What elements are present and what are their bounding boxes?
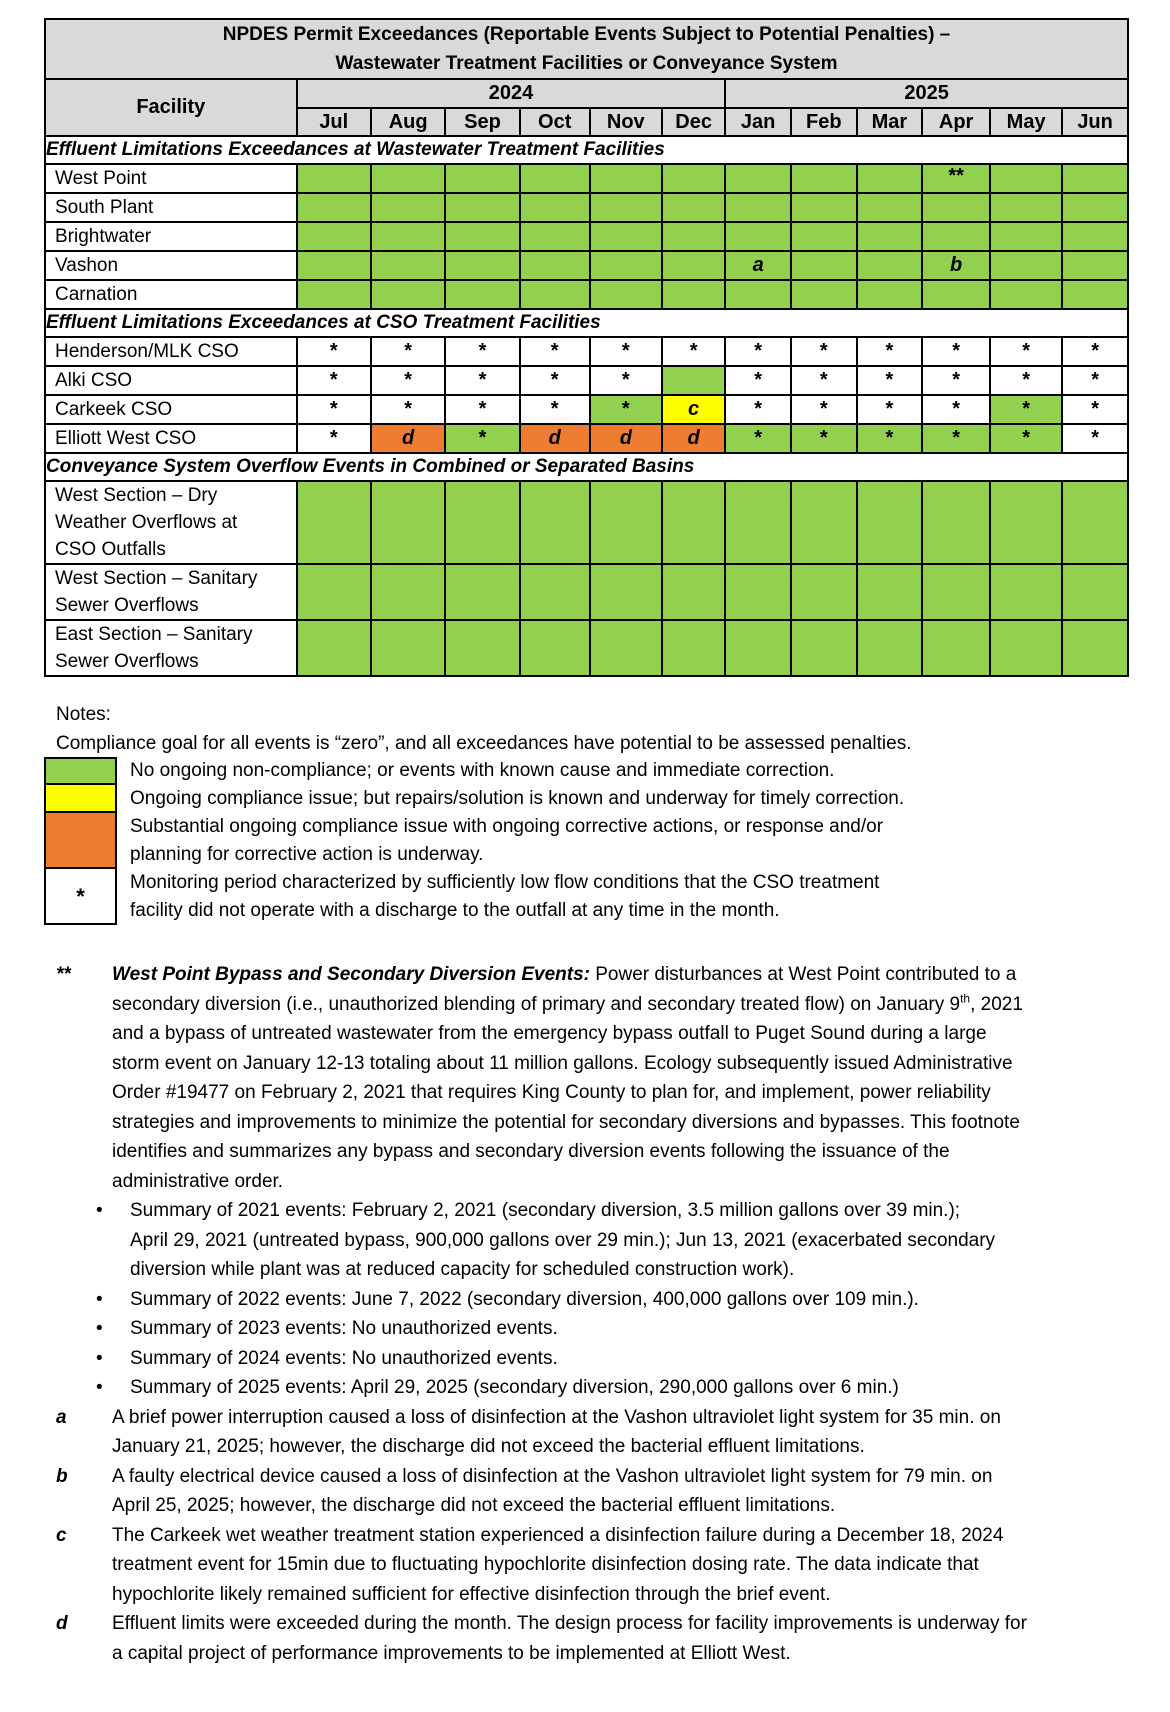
facility-label: Brightwater — [45, 222, 297, 251]
section-title: Conveyance System Overflow Events in Combined or Separated Basins — [45, 453, 1128, 481]
facility-label: Elliott West CSO — [45, 424, 297, 453]
legend-text-line: Monitoring period characterized by sufficiently low flow conditions that the CSO treatment — [130, 872, 880, 893]
status-cell — [520, 164, 590, 193]
footnote-line: January 21, 2025; however, the discharge did not exceed the bacterial effluent limitations. — [112, 1436, 865, 1457]
status-cell — [520, 481, 590, 564]
status-cell — [791, 564, 857, 620]
status-cell — [990, 481, 1062, 564]
status-cell — [990, 164, 1062, 193]
status-cell — [1062, 193, 1128, 222]
status-cell: * — [662, 337, 725, 366]
footnote-line: Effluent limits were exceeded during the month. The design process for facility improvements is underway for — [112, 1613, 1027, 1634]
legend-text-line: No ongoing non-compliance; or events with known cause and immediate correction. — [130, 760, 835, 781]
status-cell: * — [590, 366, 662, 395]
status-cell — [445, 481, 519, 564]
status-cell — [922, 620, 990, 676]
status-cell — [590, 481, 662, 564]
status-cell — [662, 620, 725, 676]
status-cell: * — [297, 424, 371, 453]
legend-text — [130, 785, 1050, 813]
status-cell — [590, 222, 662, 251]
bullet-icon: • — [96, 1347, 103, 1369]
status-cell: b — [922, 251, 990, 280]
status-cell — [857, 481, 923, 564]
status-cell: * — [297, 337, 371, 366]
status-cell — [857, 193, 923, 222]
month-header-may: May — [990, 108, 1062, 136]
year-header-2024: 2024 — [297, 79, 726, 108]
status-cell — [725, 620, 791, 676]
footnote-line — [112, 960, 1128, 990]
status-cell — [520, 222, 590, 251]
legend-symbol: * — [76, 884, 85, 909]
year-header-2025: 2025 — [725, 79, 1128, 108]
legend-text — [130, 813, 1050, 869]
status-cell — [725, 164, 791, 193]
footnote-d — [56, 1609, 1128, 1668]
footnote-line — [112, 990, 1128, 1020]
status-cell: * — [371, 337, 445, 366]
status-cell — [371, 164, 445, 193]
status-cell — [520, 251, 590, 280]
status-cell — [990, 620, 1062, 676]
list-item — [56, 1373, 1128, 1403]
status-cell: a — [725, 251, 791, 280]
table-title-line-2: Wastewater Treatment Facilities or Conveyance System — [335, 53, 838, 74]
legend-swatch — [44, 813, 117, 869]
status-cell — [590, 620, 662, 676]
status-cell: d — [662, 424, 725, 453]
facility-label-line: Sewer Overflows — [55, 595, 199, 616]
table-row — [45, 481, 1128, 564]
facility-label-line: West Section – Dry — [55, 485, 218, 506]
status-cell: * — [297, 366, 371, 395]
footnote-line: The Carkeek wet weather treatment station experienced a disinfection failure during a December 18, 2024 — [112, 1524, 1004, 1546]
table-title — [45, 19, 1128, 79]
list-item — [56, 1314, 1128, 1344]
status-cell: * — [520, 395, 590, 424]
status-cell — [445, 222, 519, 251]
list-item-line: Summary of 2023 events: No unauthorized events. — [130, 1318, 558, 1339]
status-cell — [371, 193, 445, 222]
list-item-line: Summary of 2025 events: April 29, 2025 (secondary diversion, 290,000 gallons over 6 min.) — [130, 1377, 899, 1398]
table-row — [45, 280, 1128, 309]
footnote-mark: d — [56, 1613, 68, 1634]
status-cell — [590, 251, 662, 280]
status-cell — [297, 251, 371, 280]
status-cell — [1062, 481, 1128, 564]
status-cell — [371, 481, 445, 564]
status-cell: * — [922, 366, 990, 395]
status-cell — [297, 620, 371, 676]
footnote-mark: c — [56, 1524, 67, 1546]
status-cell — [857, 164, 923, 193]
table-title-line-1: NPDES Permit Exceedances (Reportable Events Subject to Potential Penalties) – — [222, 24, 951, 45]
exceedance-table — [44, 18, 1129, 677]
table-row — [45, 164, 1128, 193]
status-cell: * — [857, 424, 923, 453]
bullet-icon: • — [96, 1200, 103, 1221]
footnote-mark: a — [56, 1406, 67, 1428]
status-cell — [791, 164, 857, 193]
status-cell — [1062, 280, 1128, 309]
status-cell — [725, 193, 791, 222]
footnote-text: Power disturbances at West Point contributed to a — [589, 964, 1017, 985]
footnote-mark: b — [56, 1465, 68, 1487]
status-cell — [662, 222, 725, 251]
status-cell: * — [371, 366, 445, 395]
status-cell: * — [590, 395, 662, 424]
status-cell — [922, 280, 990, 309]
footnote-mark: ** — [56, 964, 71, 985]
status-cell: * — [520, 337, 590, 366]
footnotes — [56, 960, 1128, 1668]
footnote-line: April 25, 2025; however, the discharge did not exceed the bacterial effluent limitations. — [112, 1495, 836, 1516]
status-cell: * — [590, 337, 662, 366]
status-cell — [922, 222, 990, 251]
status-cell — [371, 280, 445, 309]
facility-label — [45, 481, 297, 564]
list-item-line: April 29, 2021 (untreated bypass, 900,000 gallons over 29 min.); Jun 13, 2021 (exacerbated secondary — [130, 1229, 996, 1251]
status-cell: ** — [922, 164, 990, 193]
status-cell — [725, 280, 791, 309]
status-cell — [445, 193, 519, 222]
status-cell: * — [922, 337, 990, 366]
status-cell — [725, 222, 791, 251]
status-cell: * — [725, 366, 791, 395]
status-cell: * — [922, 395, 990, 424]
status-cell — [1062, 564, 1128, 620]
footnote-line: strategies and improvements to minimize the potential for secondary diversions and bypasses. This footnote — [112, 1111, 1020, 1133]
status-cell — [520, 564, 590, 620]
facility-label — [45, 620, 297, 676]
status-cell: * — [445, 424, 519, 453]
bullet-icon: • — [96, 1377, 103, 1398]
footnote-line: a capital project of performance improvements to be implemented at Elliott West. — [112, 1642, 791, 1664]
status-cell — [662, 564, 725, 620]
table-row — [45, 395, 1128, 424]
status-cell: * — [857, 395, 923, 424]
table-row — [45, 337, 1128, 366]
status-cell — [791, 222, 857, 251]
facility-label: Alki CSO — [45, 366, 297, 395]
status-cell: * — [990, 337, 1062, 366]
month-header-jan: Jan — [725, 108, 791, 136]
legend-text — [130, 757, 1050, 785]
footnote-text: secondary diversion (i.e., unauthorized blending of primary and secondary treated flow) on January 9 — [112, 993, 961, 1015]
status-cell — [445, 564, 519, 620]
status-cell: * — [1062, 366, 1128, 395]
footnote-c — [56, 1521, 1128, 1610]
bullet-icon: • — [96, 1318, 103, 1339]
status-cell — [297, 193, 371, 222]
status-cell — [445, 280, 519, 309]
status-cell — [990, 564, 1062, 620]
status-cell: d — [371, 424, 445, 453]
legend-text-line: planning for corrective action is underway. — [130, 844, 484, 865]
status-cell: c — [662, 395, 725, 424]
facility-label: West Point — [45, 164, 297, 193]
status-cell: d — [590, 424, 662, 453]
status-cell — [662, 193, 725, 222]
facility-label: Carkeek CSO — [45, 395, 297, 424]
facility-label-line: East Section – Sanitary — [55, 624, 253, 645]
status-cell — [857, 620, 923, 676]
footnote-b — [56, 1462, 1128, 1521]
status-cell — [297, 481, 371, 564]
footnote-line: identifies and summarizes any bypass and secondary diversion events following the issuance of the — [112, 1141, 950, 1162]
status-cell — [922, 193, 990, 222]
status-cell: * — [857, 337, 923, 366]
status-cell — [857, 564, 923, 620]
status-cell — [791, 280, 857, 309]
status-cell — [922, 564, 990, 620]
facility-label: Vashon — [45, 251, 297, 280]
status-cell — [371, 251, 445, 280]
list-item — [56, 1344, 1128, 1374]
status-cell — [445, 164, 519, 193]
facility-label: South Plant — [45, 193, 297, 222]
status-cell — [791, 193, 857, 222]
status-cell — [297, 164, 371, 193]
table-row — [45, 366, 1128, 395]
list-item-line: Summary of 2021 events: February 2, 2021 (secondary diversion, 3.5 million gallons over 39 min.); — [130, 1200, 961, 1221]
facility-label — [45, 564, 297, 620]
legend-text-line: facility did not operate with a discharge to the outfall at any time in the month. — [130, 900, 780, 921]
notes — [56, 700, 1116, 758]
status-cell — [990, 251, 1062, 280]
status-cell — [371, 222, 445, 251]
status-cell — [297, 280, 371, 309]
month-header-sep: Sep — [445, 108, 519, 136]
footnote-line: A faulty electrical device caused a loss of disinfection at the Vashon ultraviolet light system for 79 min. on — [112, 1465, 993, 1487]
month-header-aug: Aug — [371, 108, 445, 136]
status-cell: * — [990, 424, 1062, 453]
month-header-jun: Jun — [1062, 108, 1128, 136]
status-cell: * — [990, 366, 1062, 395]
status-cell: * — [791, 337, 857, 366]
footnote-line: administrative order. — [112, 1170, 284, 1192]
month-header-nov: Nov — [590, 108, 662, 136]
status-cell — [990, 222, 1062, 251]
status-cell: * — [791, 395, 857, 424]
status-cell — [590, 280, 662, 309]
month-header-oct: Oct — [520, 108, 590, 136]
month-header-feb: Feb — [791, 108, 857, 136]
list-item-line: Summary of 2024 events: No unauthorized events. — [130, 1347, 558, 1369]
section-title: Effluent Limitations Exceedances at CSO Treatment Facilities — [45, 309, 1128, 337]
status-cell: * — [990, 395, 1062, 424]
footnote-text: , 2021 — [970, 993, 1023, 1015]
month-header-jul: Jul — [297, 108, 371, 136]
status-cell: * — [1062, 424, 1128, 453]
status-cell — [662, 481, 725, 564]
month-header-mar: Mar — [857, 108, 923, 136]
status-cell: * — [725, 395, 791, 424]
facility-label-line: Weather Overflows at — [55, 512, 238, 533]
footnote-a — [56, 1403, 1128, 1462]
facility-label-line: Sewer Overflows — [55, 651, 199, 672]
status-cell — [857, 280, 923, 309]
status-cell — [990, 193, 1062, 222]
table-row — [45, 620, 1128, 676]
status-cell — [445, 251, 519, 280]
status-cell — [857, 222, 923, 251]
status-cell: * — [725, 337, 791, 366]
bullet-icon: • — [96, 1288, 103, 1310]
status-cell: * — [371, 395, 445, 424]
month-header-dec: Dec — [662, 108, 725, 136]
status-cell: * — [725, 424, 791, 453]
status-cell — [725, 481, 791, 564]
section-title: Effluent Limitations Exceedances at Wastewater Treatment Facilities — [45, 136, 1128, 164]
status-cell — [445, 620, 519, 676]
table-row — [45, 424, 1128, 453]
facility-label-line: CSO Outfalls — [55, 539, 166, 560]
status-cell — [725, 564, 791, 620]
status-cell: * — [857, 366, 923, 395]
status-cell: * — [445, 337, 519, 366]
status-cell — [297, 222, 371, 251]
facility-header: Facility — [45, 79, 297, 136]
status-cell — [520, 280, 590, 309]
legend-text-line: Substantial ongoing compliance issue with ongoing corrective actions, or response and/or — [130, 816, 884, 837]
status-cell — [1062, 251, 1128, 280]
footnote-line: Order #19477 on February 2, 2021 that requires King County to plan for, and implement, power reliability — [112, 1082, 991, 1103]
table-row — [45, 222, 1128, 251]
legend-swatch — [44, 785, 117, 813]
list-item — [56, 1196, 1128, 1285]
status-cell — [922, 481, 990, 564]
status-cell — [662, 280, 725, 309]
status-cell — [590, 564, 662, 620]
status-cell — [1062, 222, 1128, 251]
list-item-line: diversion while plant was at reduced capacity for scheduled construction work). — [130, 1259, 795, 1280]
status-cell: * — [1062, 395, 1128, 424]
month-header-apr: Apr — [922, 108, 990, 136]
legend-text — [130, 869, 1050, 925]
footnote-westpoint — [56, 960, 1128, 1196]
facility-label: Henderson/MLK CSO — [45, 337, 297, 366]
status-cell — [791, 251, 857, 280]
status-cell: * — [1062, 337, 1128, 366]
table-row — [45, 564, 1128, 620]
footnote-title: West Point Bypass and Secondary Diversion Events: — [112, 964, 590, 985]
status-cell — [590, 164, 662, 193]
notes-goal: Compliance goal for all events is “zero”, and all exceedances have potential to be assessed penalties. — [56, 733, 912, 754]
status-cell: * — [445, 366, 519, 395]
facility-label: Carnation — [45, 280, 297, 309]
westpoint-summary-list — [56, 1196, 1128, 1403]
legend-swatch — [44, 869, 117, 925]
facility-label-line: West Section – Sanitary — [55, 568, 258, 589]
status-cell: * — [922, 424, 990, 453]
status-cell — [791, 481, 857, 564]
legend-swatch — [44, 757, 117, 785]
status-cell — [371, 620, 445, 676]
status-cell — [520, 620, 590, 676]
status-cell — [662, 366, 725, 395]
status-cell — [520, 193, 590, 222]
status-cell — [662, 251, 725, 280]
status-cell — [1062, 164, 1128, 193]
footnote-line: storm event on January 12-13 totaling about 11 million gallons. Ecology subsequently issued Administrative — [112, 1052, 1013, 1074]
status-cell: * — [791, 424, 857, 453]
footnote-line: hypochlorite likely remained sufficient for effective disinfection through the brief event. — [112, 1583, 831, 1605]
ordinal-suffix: th — [960, 991, 971, 1006]
status-cell — [1062, 620, 1128, 676]
table-row — [45, 193, 1128, 222]
status-cell — [857, 251, 923, 280]
notes-heading: Notes: — [56, 704, 111, 725]
status-cell — [990, 280, 1062, 309]
status-cell — [371, 564, 445, 620]
status-cell — [590, 193, 662, 222]
status-cell — [791, 620, 857, 676]
footnote-line: A brief power interruption caused a loss of disinfection at the Vashon ultraviolet light system for 35 min. on — [112, 1406, 1001, 1428]
status-cell: d — [520, 424, 590, 453]
list-item-line: Summary of 2022 events: June 7, 2022 (secondary diversion, 400,000 gallons over 109 min.). — [130, 1288, 919, 1310]
status-cell: * — [791, 366, 857, 395]
status-cell: * — [520, 366, 590, 395]
table-row — [45, 251, 1128, 280]
footnote-line: and a bypass of untreated wastewater from the emergency bypass outfall to Puget Sound during a large — [112, 1023, 987, 1044]
status-cell: * — [445, 395, 519, 424]
status-cell: * — [297, 395, 371, 424]
legend-text-line: Ongoing compliance issue; but repairs/solution is known and underway for timely correction. — [130, 788, 905, 809]
status-cell — [297, 564, 371, 620]
list-item — [56, 1285, 1128, 1315]
status-cell — [662, 164, 725, 193]
footnote-line: treatment event for 15min due to fluctuating hypochlorite disinfection dosing rate. The data indicate that — [112, 1554, 979, 1575]
